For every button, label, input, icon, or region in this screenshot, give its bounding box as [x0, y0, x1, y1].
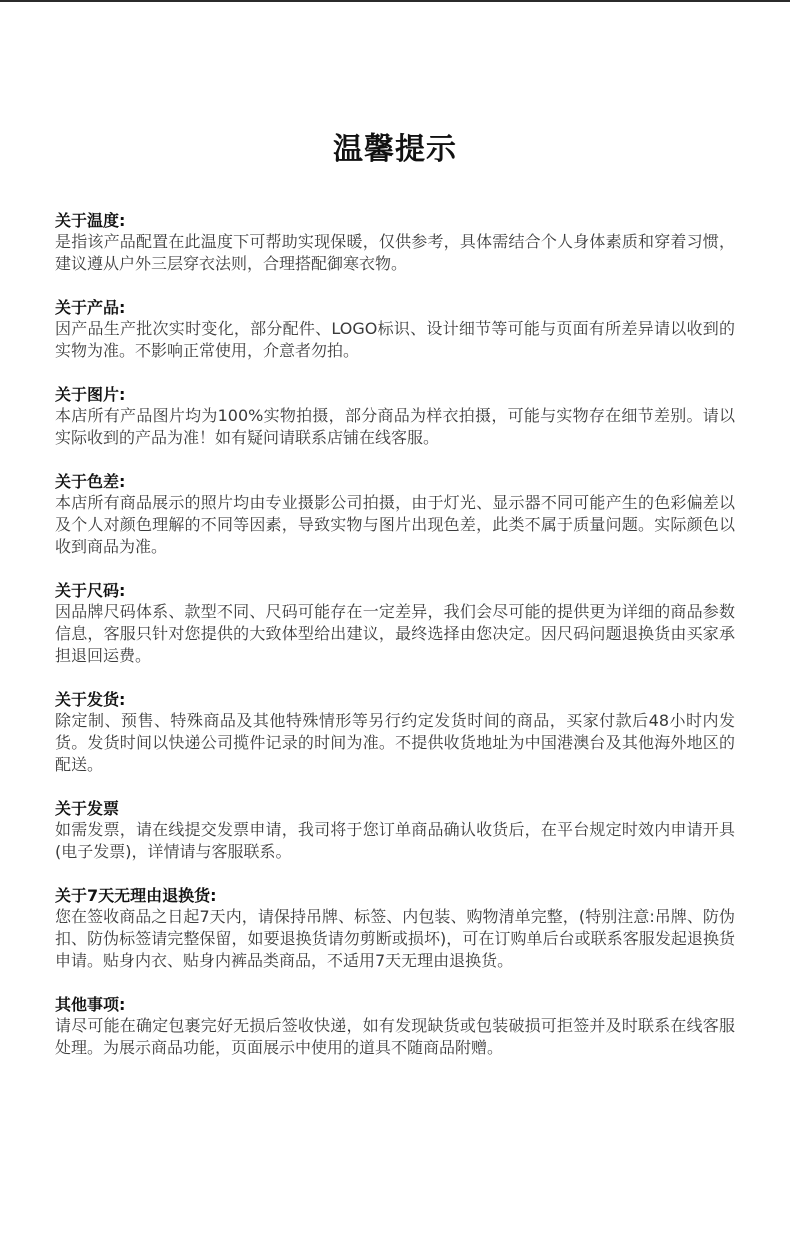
- section-body: 本店所有商品展示的照片均由专业摄影公司拍摄，由于灯光、显示器不同可能产生的色彩偏差以及个人对颜色理解的不同等因素，导致实物与图片出现色差，此类不属于质量问题。实际颜色以收到商品为准。: [55, 493, 735, 556]
- section-heading: 关于发货:: [55, 690, 126, 709]
- section-other: [55, 994, 735, 1059]
- section-body: 本店所有产品图片均为100%实物拍摄，部分商品为样衣拍摄，可能与实物存在细节差别。请以实际收到的产品为准！如有疑问请联系店铺在线客服。: [55, 406, 735, 447]
- section-color-difference: [55, 471, 735, 558]
- section-body: 是指该产品配置在此温度下可帮助实现保暖，仅供参考，具体需结合个人身体素质和穿着习惯，建议遵从户外三层穿衣法则，合理搭配御寒衣物。: [55, 232, 735, 273]
- section-body: 请尽可能在确定包裹完好无损后签收快递，如有发现缺货或包装破损可拒签并及时联系在线客服处理。为展示商品功能，页面展示中使用的道具不随商品附赠。: [55, 1016, 735, 1057]
- section-heading: 关于温度:: [55, 211, 126, 230]
- section-returns: [55, 885, 735, 972]
- notice-sections: [55, 210, 735, 1081]
- section-heading: 关于发票: [55, 799, 120, 818]
- section-sizing: [55, 580, 735, 667]
- section-temperature: [55, 210, 735, 275]
- section-heading: 关于产品:: [55, 298, 126, 317]
- section-body: 如需发票，请在线提交发票申请，我司将于您订单商品确认收货后，在平台规定时效内申请开具(电子发票)，详情请与客服联系。: [55, 820, 735, 861]
- section-shipping: [55, 689, 735, 776]
- section-heading: 关于色差:: [55, 472, 126, 491]
- section-images: [55, 384, 735, 449]
- section-body: 因产品生产批次实时变化，部分配件、LOGO标识、设计细节等可能与页面有所差异请以收到的实物为准。不影响正常使用，介意者勿拍。: [55, 319, 735, 360]
- page-title: 温馨提示: [333, 132, 457, 167]
- section-heading: 关于7天无理由退换货:: [55, 886, 217, 905]
- section-body: 除定制、预售、特殊商品及其他特殊情形等另行约定发货时间的商品，买家付款后48小时内发货。发货时间以快递公司揽件记录的时间为准。不提供收货地址为中国港澳台及其他海外地区的配送。: [55, 711, 735, 774]
- top-divider: [0, 0, 790, 2]
- section-product: [55, 297, 735, 362]
- section-body: 因品牌尺码体系、款型不同、尺码可能存在一定差异，我们会尽可能的提供更为详细的商品参数信息，客服只针对您提供的大致体型给出建议，最终选择由您决定。因尺码问题退换货由买家承担退回运费。: [55, 602, 735, 665]
- section-body: 您在签收商品之日起7天内，请保持吊牌、标签、内包装、购物清单完整，(特别注意:吊牌、防伪扣、防伪标签请完整保留，如要退换货请勿剪断或损坏)，可在订购单后台或联系客服发起退换货申请。贴身内衣、贴身内裤品类商品，不适用7天无理由退换货。: [55, 907, 735, 970]
- section-heading: 关于图片:: [55, 385, 126, 404]
- section-heading: 关于尺码:: [55, 581, 126, 600]
- section-invoice: [55, 798, 735, 863]
- section-heading: 其他事项:: [55, 995, 126, 1014]
